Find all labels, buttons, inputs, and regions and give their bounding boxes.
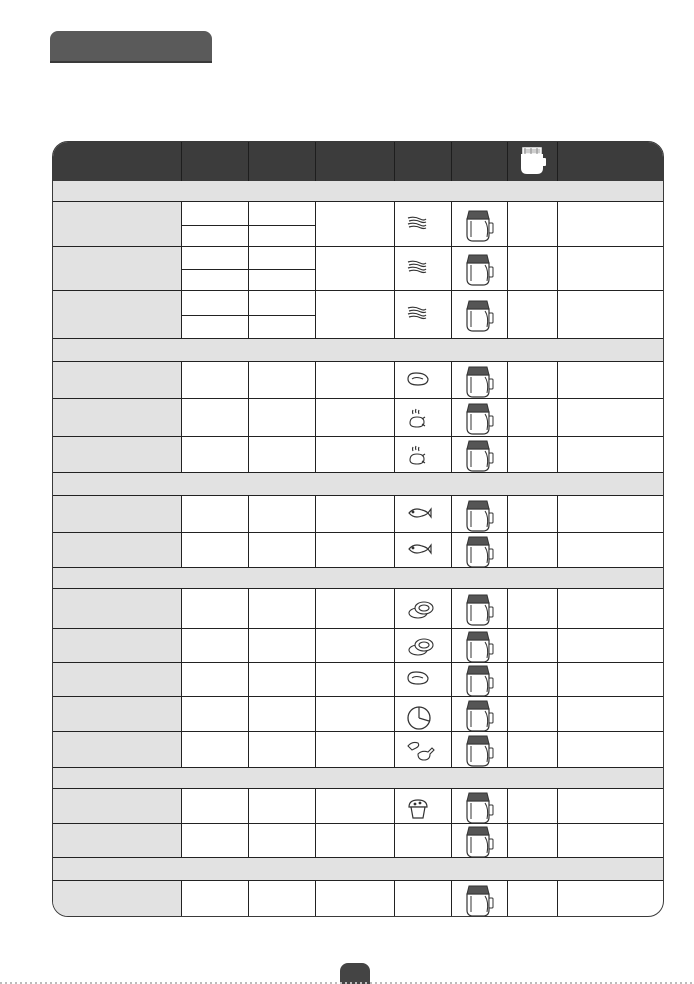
food-label-cell bbox=[53, 202, 181, 246]
column-divider bbox=[394, 789, 395, 824]
basket-icon bbox=[463, 363, 495, 403]
column-divider bbox=[507, 247, 508, 291]
food-label-cell bbox=[53, 437, 181, 472]
column-divider bbox=[181, 732, 182, 768]
column-divider bbox=[181, 291, 182, 339]
column-divider bbox=[248, 732, 249, 768]
column-divider bbox=[507, 589, 508, 629]
basket-icon bbox=[463, 297, 495, 337]
column-divider bbox=[394, 533, 395, 568]
sausage-icon bbox=[406, 599, 436, 625]
column-divider bbox=[507, 202, 508, 247]
column-divider bbox=[315, 732, 316, 768]
column-divider bbox=[248, 362, 249, 399]
column-divider bbox=[507, 824, 508, 858]
column-divider bbox=[557, 533, 558, 568]
food-label-cell bbox=[53, 629, 181, 662]
food-label-cell bbox=[53, 732, 181, 767]
column-divider bbox=[451, 247, 452, 291]
food-label-cell bbox=[53, 789, 181, 823]
column-divider bbox=[507, 629, 508, 663]
column-divider bbox=[315, 533, 316, 568]
column-divider bbox=[557, 697, 558, 732]
column-divider bbox=[557, 399, 558, 437]
column-divider bbox=[248, 663, 249, 697]
column-divider bbox=[557, 589, 558, 629]
column-divider bbox=[507, 291, 508, 339]
steak-icon bbox=[406, 371, 430, 391]
category-row bbox=[53, 339, 663, 362]
basket-icon bbox=[463, 207, 495, 247]
column-divider bbox=[451, 824, 452, 858]
category-row bbox=[53, 473, 663, 496]
column-divider bbox=[451, 399, 452, 437]
column-divider bbox=[181, 496, 182, 533]
column-divider bbox=[248, 399, 249, 437]
sausage-icon bbox=[406, 636, 436, 662]
food-label-cell bbox=[53, 881, 181, 917]
column-divider bbox=[394, 697, 395, 732]
column-divider bbox=[181, 789, 182, 824]
column-divider bbox=[507, 732, 508, 768]
column-divider bbox=[507, 663, 508, 697]
food-label-cell bbox=[53, 533, 181, 567]
column-divider bbox=[557, 437, 558, 473]
basket-icon bbox=[463, 533, 495, 573]
table-header bbox=[53, 142, 663, 181]
column-divider bbox=[451, 629, 452, 663]
column-divider bbox=[557, 732, 558, 768]
basket-icon bbox=[463, 732, 495, 772]
header-separator bbox=[315, 142, 316, 181]
column-divider bbox=[315, 399, 316, 437]
column-divider bbox=[248, 589, 249, 629]
column-divider bbox=[181, 437, 182, 473]
basket-icon bbox=[463, 591, 495, 631]
column-divider bbox=[315, 824, 316, 858]
chicken-icon bbox=[406, 408, 428, 434]
column-divider bbox=[451, 663, 452, 697]
column-divider bbox=[394, 881, 395, 917]
fries-icon bbox=[406, 259, 428, 279]
fries-icon bbox=[406, 215, 428, 235]
column-divider bbox=[394, 589, 395, 629]
column-divider bbox=[181, 399, 182, 437]
basket-icon bbox=[463, 882, 495, 918]
column-divider bbox=[451, 362, 452, 399]
category-row bbox=[53, 858, 663, 881]
column-divider bbox=[315, 362, 316, 399]
drumstick-icon bbox=[406, 740, 436, 768]
chicken-icon bbox=[406, 445, 428, 471]
column-divider bbox=[394, 437, 395, 473]
column-divider bbox=[451, 533, 452, 568]
column-divider bbox=[557, 202, 558, 247]
column-divider bbox=[248, 533, 249, 568]
column-divider bbox=[181, 629, 182, 663]
column-divider bbox=[315, 437, 316, 473]
food-label-cell bbox=[53, 496, 181, 532]
column-divider bbox=[315, 663, 316, 697]
muffin-icon bbox=[406, 797, 430, 825]
column-divider bbox=[507, 496, 508, 533]
column-divider bbox=[394, 202, 395, 247]
column-divider bbox=[181, 362, 182, 399]
food-label-cell bbox=[53, 399, 181, 436]
basket-icon bbox=[463, 251, 495, 291]
header-separator bbox=[507, 142, 508, 181]
basket-icon bbox=[463, 437, 495, 477]
column-divider bbox=[181, 881, 182, 917]
column-divider bbox=[248, 824, 249, 858]
column-divider bbox=[451, 589, 452, 629]
column-divider bbox=[451, 732, 452, 768]
column-divider bbox=[248, 881, 249, 917]
column-divider bbox=[557, 247, 558, 291]
header-separator bbox=[451, 142, 452, 181]
fish-icon bbox=[406, 505, 432, 524]
column-divider bbox=[394, 732, 395, 768]
column-divider bbox=[394, 247, 395, 291]
column-divider bbox=[394, 291, 395, 339]
column-divider bbox=[394, 362, 395, 399]
column-divider bbox=[248, 202, 249, 247]
fish-icon bbox=[406, 541, 432, 560]
food-label-cell bbox=[53, 589, 181, 628]
food-label-cell bbox=[53, 697, 181, 731]
column-divider bbox=[451, 437, 452, 473]
basket-icon bbox=[463, 697, 495, 737]
column-divider bbox=[315, 247, 316, 291]
column-divider bbox=[181, 824, 182, 858]
cooking-table bbox=[52, 141, 664, 917]
column-divider bbox=[248, 496, 249, 533]
column-divider bbox=[315, 496, 316, 533]
header-separator bbox=[394, 142, 395, 181]
column-divider bbox=[181, 663, 182, 697]
pizza-icon bbox=[406, 705, 432, 735]
page-number-tab bbox=[340, 963, 370, 984]
column-divider bbox=[315, 789, 316, 824]
food-label-cell bbox=[53, 291, 181, 338]
section-title-tab bbox=[50, 31, 212, 63]
column-divider bbox=[507, 881, 508, 917]
column-divider bbox=[507, 697, 508, 732]
column-divider bbox=[248, 789, 249, 824]
column-divider bbox=[181, 202, 182, 247]
basket-icon bbox=[463, 823, 495, 863]
column-divider bbox=[451, 881, 452, 917]
column-divider bbox=[557, 496, 558, 533]
column-divider bbox=[248, 291, 249, 339]
column-divider bbox=[315, 589, 316, 629]
column-divider bbox=[557, 291, 558, 339]
column-divider bbox=[315, 202, 316, 247]
column-divider bbox=[507, 399, 508, 437]
column-divider bbox=[557, 824, 558, 858]
column-divider bbox=[315, 291, 316, 339]
food-label-cell bbox=[53, 824, 181, 857]
column-divider bbox=[557, 881, 558, 917]
column-divider bbox=[507, 533, 508, 568]
category-row bbox=[53, 181, 663, 202]
column-divider bbox=[557, 629, 558, 663]
column-divider bbox=[451, 496, 452, 533]
food-label-cell bbox=[53, 663, 181, 696]
header-separator bbox=[557, 142, 558, 181]
basket-icon bbox=[463, 497, 495, 537]
column-divider bbox=[181, 533, 182, 568]
basket-icon bbox=[463, 400, 495, 440]
category-row bbox=[53, 768, 663, 789]
food-label-cell bbox=[53, 247, 181, 290]
column-divider bbox=[557, 663, 558, 697]
column-divider bbox=[507, 437, 508, 473]
column-divider bbox=[451, 202, 452, 247]
column-divider bbox=[507, 362, 508, 399]
steak-icon bbox=[406, 670, 430, 690]
column-divider bbox=[315, 881, 316, 917]
basket-icon bbox=[515, 144, 549, 182]
column-divider bbox=[394, 663, 395, 697]
column-divider bbox=[507, 789, 508, 824]
column-divider bbox=[315, 629, 316, 663]
column-divider bbox=[394, 496, 395, 533]
column-divider bbox=[451, 789, 452, 824]
column-divider bbox=[557, 789, 558, 824]
column-divider bbox=[451, 291, 452, 339]
column-divider bbox=[248, 697, 249, 732]
column-divider bbox=[315, 697, 316, 732]
column-divider bbox=[181, 697, 182, 732]
column-divider bbox=[394, 399, 395, 437]
column-divider bbox=[181, 589, 182, 629]
column-divider bbox=[248, 247, 249, 291]
column-divider bbox=[248, 437, 249, 473]
header-separator bbox=[181, 142, 182, 181]
column-divider bbox=[451, 697, 452, 732]
column-divider bbox=[248, 629, 249, 663]
header-separator bbox=[248, 142, 249, 181]
column-divider bbox=[394, 824, 395, 858]
category-row bbox=[53, 568, 663, 589]
column-divider bbox=[394, 629, 395, 663]
food-label-cell bbox=[53, 362, 181, 398]
fries-icon bbox=[406, 305, 428, 325]
column-divider bbox=[557, 362, 558, 399]
column-divider bbox=[181, 247, 182, 291]
